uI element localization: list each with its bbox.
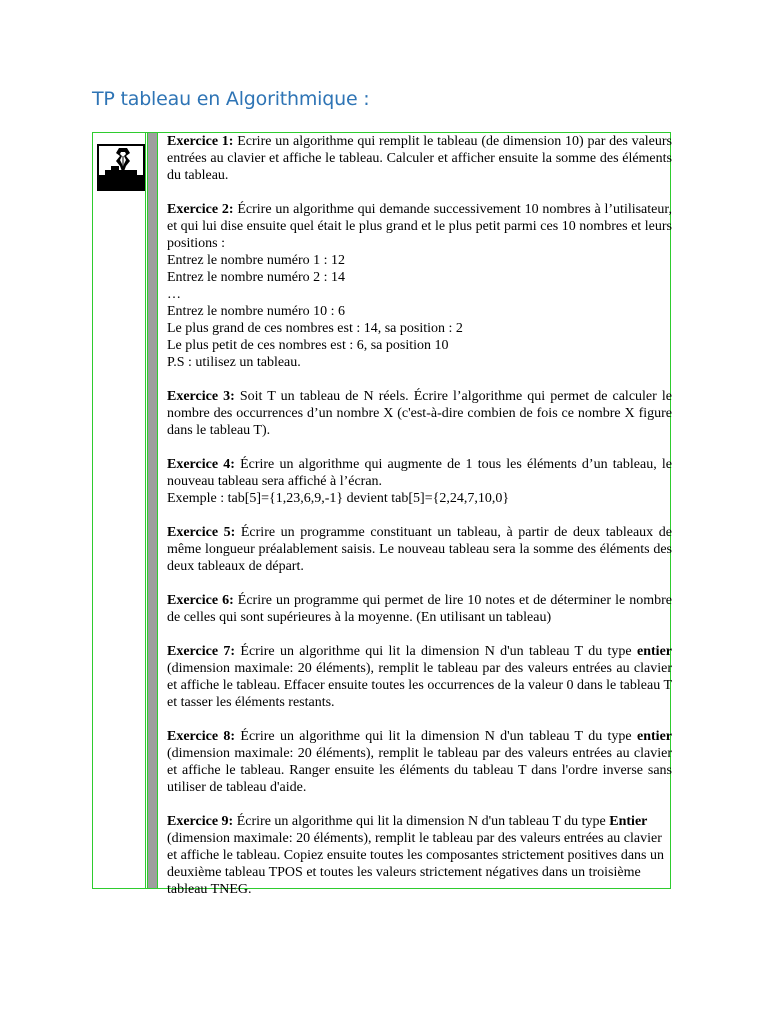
exercise-label: Exercice 8: [167,729,236,744]
exercise-text: Écrire un algorithme qui demande successivement 10 nombres à l’utilisateur, et qui lui dise ensuite quel était le plus grand et le plus petit parmi ces 10 nombres et leurs positions : [167,202,672,251]
exercise-text: Ecrire un algorithme qui remplit le tableau (de dimension 10) par des valeurs entrées au clavier et affiche le tableau. Calculer et afficher ensuite la somme des éléments du tableau. [167,134,672,183]
exercise-3 [167,388,672,439]
exercise-label: Exercice 4: [167,457,235,472]
icon-cell [93,133,146,888]
exercise-label: Exercice 9: [167,814,234,829]
example-line: Exemple : tab[5]={1,23,6,9,-1} devient tab[5]={2,24,7,10,0} [167,491,510,506]
exercise-label: Exercice 6: [167,593,234,608]
exercise-text: Écrire un algorithme qui augmente de 1 tous les éléments d’un tableau, le nouveau tableau sera affiché à l’écran. [167,457,672,489]
exercise-text: Soit T un tableau de N réels. Écrire l’algorithme qui permet de calculer le nombre des occurrences d’un nombre X (c'est-à-dire combien de fois ce nombre X figure dans le tableau T). [167,389,672,438]
exercise-6 [167,592,672,626]
exercise-table [92,132,672,897]
exercise-text: (dimension maximale: 20 éléments), remplit le tableau par des valeurs entrées au clavier et affiche le tableau. Copiez ensuite toutes les composantes strictement positives dans un deuxième tableau TPOS et toutes les valeurs strictement négatives dans un troisième tableau TNEG. [167,831,664,897]
example-line: Entrez le nombre numéro 2 : 14 [167,270,346,285]
example-line: Entrez le nombre numéro 10 : 6 [167,304,346,319]
exercise-text: Écrire un algorithme qui lit la dimension N d'un tableau T du type [235,644,638,659]
type-word: Entier [609,814,648,829]
exercise-1 [167,133,672,184]
exercise-text: (dimension maximale: 20 éléments), remplit le tableau par des valeurs entrées au clavier et affiche le tableau. Effacer ensuite toutes les occurrences de la valeur 0 dans le tableau T et tasser les éléments restants. [167,661,672,710]
type-word: entier [637,729,672,744]
exercise-text: Écrire un programme constituant un tableau, à partir de deux tableaux de même longueur préalablement saisis. Le nouveau tableau sera la somme des éléments des deux tableaux de départ. [167,525,672,574]
exercise-text: Écrire un algorithme qui lit la dimension N d'un tableau T du type [233,814,610,829]
exercise-label: Exercice 1: [167,134,234,149]
exercise-text: (dimension maximale: 20 éléments), remplit le tableau par des valeurs entrées au clavier et affiche le tableau. Ranger ensuite les éléments du tableau T dans l'ordre inverse sans utiliser de tableau d'aide. [167,746,672,795]
exercise-9 [167,813,672,898]
example-line: P.S : utilisez un tableau. [167,355,301,370]
exercise-text: Écrire un algorithme qui lit la dimension N d'un tableau T du type [235,729,638,744]
exercise-5 [167,524,672,575]
exercise-text: Écrire un programme qui permet de lire 10 notes et de déterminer le nombre de celles qui sont supérieures à la moyenne. (En utilisant un tableau) [167,593,672,625]
exercise-4 [167,456,672,507]
example-line: Le plus petit de ces nombres est : 6, sa position 10 [167,338,449,353]
exercise-8 [167,728,672,796]
exercise-label: Exercice 2: [167,202,234,217]
example-line: … [167,287,181,302]
exercise-label: Exercice 3: [167,389,235,404]
exercise-2 [167,201,672,371]
example-line: Le plus grand de ces nombres est : 14, sa position : 2 [167,321,463,336]
pen-icon [97,144,145,191]
grey-bar [147,133,158,888]
page-title: TP tableau en Algorithmique : [92,88,370,110]
type-word: entier [637,644,672,659]
exercise-7 [167,643,672,711]
example-line: Entrez le nombre numéro 1 : 12 [167,253,346,268]
exercise-label: Exercice 7: [167,644,236,659]
exercise-list [167,133,672,898]
exercise-label: Exercice 5: [167,525,236,540]
